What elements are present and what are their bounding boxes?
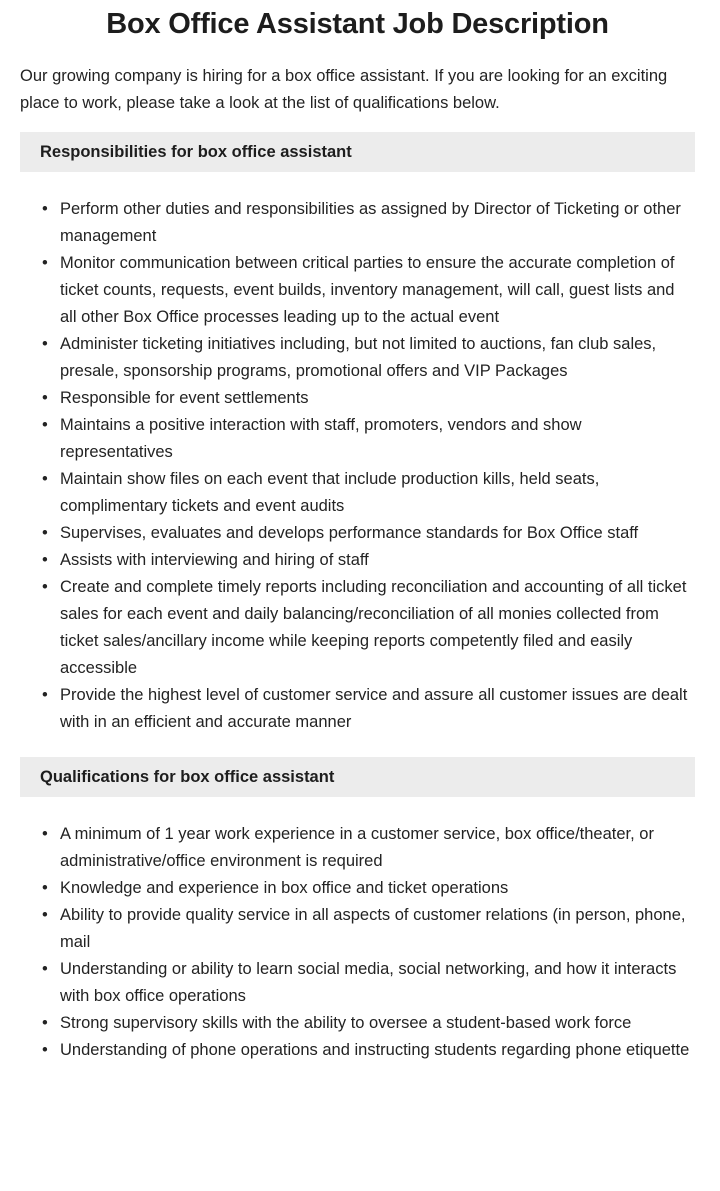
- list-item: • Perform other duties and responsibilities as assigned by Director of Ticketing or other management: [60, 196, 695, 250]
- list-item: • Understanding of phone operations and instructing students regarding phone etiquette: [60, 1037, 695, 1064]
- list-item: • Knowledge and experience in box office and ticket operations: [60, 875, 695, 902]
- responsibilities-heading: Responsibilities for box office assistant: [20, 132, 695, 172]
- qualifications-list: [20, 821, 695, 1064]
- list-item: • Supervises, evaluates and develops performance standards for Box Office staff: [60, 520, 695, 547]
- list-item: • Responsible for event settlements: [60, 385, 695, 412]
- qualifications-heading: Qualifications for box office assistant: [20, 757, 695, 797]
- responsibilities-list: [20, 196, 695, 736]
- qualifications-section: [20, 757, 695, 1064]
- list-item: • Ability to provide quality service in all aspects of customer relations (in person, phone, mail: [60, 902, 695, 956]
- list-item: • Strong supervisory skills with the ability to oversee a student-based work force: [60, 1010, 695, 1037]
- list-item: • Maintain show files on each event that include production kills, held seats, complimentary tickets and event audits: [60, 466, 695, 520]
- list-item: • A minimum of 1 year work experience in a customer service, box office/theater, or administrative/office environment is required: [60, 821, 695, 875]
- list-item: • Understanding or ability to learn social media, social networking, and how it interacts with box office operations: [60, 956, 695, 1010]
- list-item: • Administer ticketing initiatives including, but not limited to auctions, fan club sales, presale, sponsorship programs, promotional offers and VIP Packages: [60, 331, 695, 385]
- list-item: • Monitor communication between critical parties to ensure the accurate completion of ticket counts, requests, event builds, inventory management, will call, guest lists and all other Box Office processes leading up to the actual event: [60, 250, 695, 331]
- list-item: • Provide the highest level of customer service and assure all customer issues are dealt with in an efficient and accurate manner: [60, 682, 695, 736]
- list-item: • Create and complete timely reports including reconciliation and accounting of all ticket sales for each event and daily balancing/reconciliation of all monies collected from ticket sales/ancillary income while keeping reports competently filed and easily accessible: [60, 574, 695, 682]
- list-item: • Maintains a positive interaction with staff, promoters, vendors and show representatives: [60, 412, 695, 466]
- intro-paragraph: Our growing company is hiring for a box office assistant. If you are looking for an exciting place to work, please take a look at the list of qualifications below.: [20, 67, 668, 112]
- responsibilities-section: [20, 132, 695, 736]
- list-item: • Assists with interviewing and hiring of staff: [60, 547, 695, 574]
- page-title: Box Office Assistant Job Description: [106, 8, 609, 40]
